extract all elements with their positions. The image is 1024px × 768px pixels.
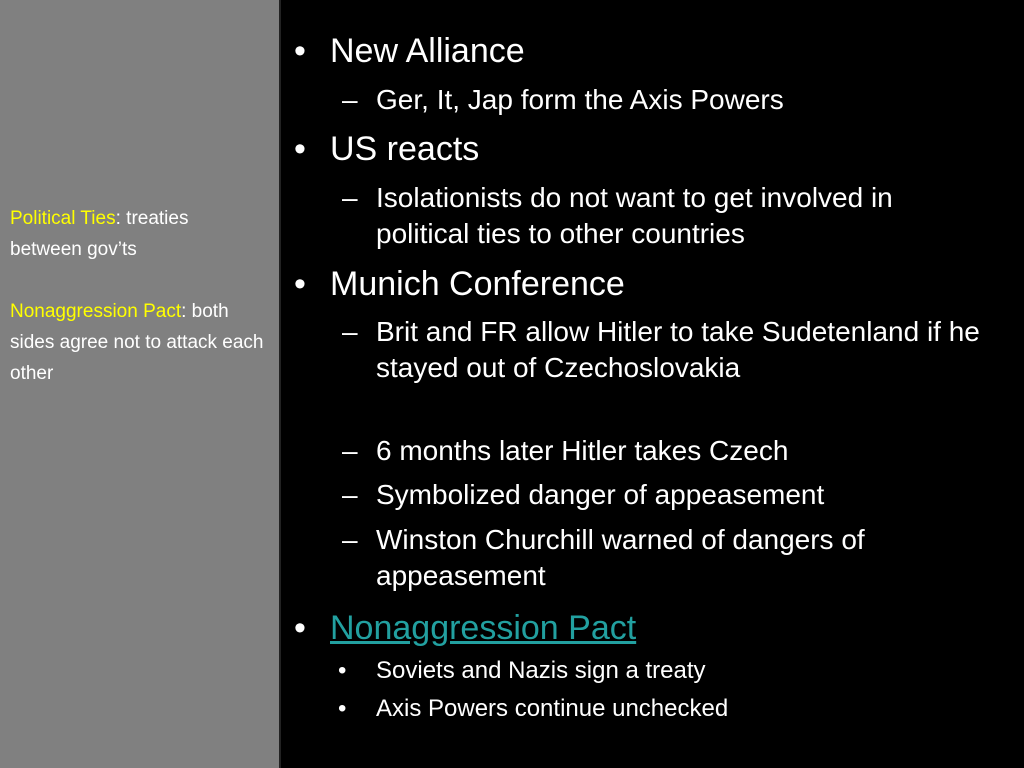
- dash-icon: –: [342, 524, 358, 555]
- definition-political-ties: [10, 203, 265, 265]
- bullet-text: Munich Conference: [330, 265, 625, 303]
- subbullet-appeasement-danger: [342, 477, 981, 513]
- definition-term: Nonaggression Pact: [10, 301, 182, 322]
- subbullet-text: Soviets and Nazis sign a treaty: [376, 657, 706, 684]
- bullet-nonaggression-pact: [294, 609, 637, 647]
- dash-icon: –: [342, 316, 358, 347]
- subbullet-sudetenland: [342, 314, 981, 386]
- subbullet-axis-powers: [342, 82, 981, 118]
- subbullet-text: Ger, It, Jap form the Axis Powers: [376, 84, 784, 115]
- bullet-icon: •: [294, 130, 306, 168]
- definitions-sidebar: [0, 0, 281, 768]
- subbullet-text: Isolationists do not want to get involved in political ties to other countries: [376, 182, 893, 249]
- definition-nonaggression-pact: [10, 296, 265, 389]
- subbullet-text: Brit and FR allow Hitler to take Sudetenland if he stayed out of Czechoslovakia: [376, 316, 980, 383]
- bullet-new-alliance: [294, 32, 525, 70]
- subbullet-text: Symbolized danger of appeasement: [376, 479, 825, 510]
- subbullet-text: Winston Churchill warned of dangers of appeasement: [376, 524, 865, 591]
- bullet-icon: •: [338, 657, 347, 684]
- definition-text: : treaties between gov’ts: [10, 208, 189, 260]
- bullet-icon: •: [338, 695, 347, 722]
- dash-icon: –: [342, 479, 358, 510]
- subbullet-text: Axis Powers continue unchecked: [376, 695, 729, 722]
- subbullet-hitler-takes-czech: [342, 433, 981, 469]
- subbullet-axis-unchecked: [338, 694, 729, 724]
- dash-icon: –: [342, 182, 358, 213]
- bullet-icon: •: [294, 609, 306, 647]
- bullet-icon: •: [294, 32, 306, 70]
- dash-icon: –: [342, 435, 358, 466]
- subbullet-soviets-nazis: [338, 656, 706, 686]
- dash-icon: –: [342, 84, 358, 115]
- definition-text: : both sides agree not to attack each other: [10, 301, 264, 384]
- subbullet-text: 6 months later Hitler takes Czech: [376, 435, 789, 466]
- slide-content: [282, 0, 1024, 768]
- subbullet-isolationists: [342, 180, 981, 252]
- bullet-us-reacts: [294, 130, 480, 168]
- bullet-icon: •: [294, 265, 306, 303]
- bullet-text: New Alliance: [330, 32, 525, 70]
- bullet-text: US reacts: [330, 130, 480, 168]
- nonaggression-pact-link[interactable]: Nonaggression Pact: [330, 609, 637, 647]
- bullet-munich-conference: [294, 265, 625, 303]
- definition-term: Political Ties: [10, 208, 116, 229]
- subbullet-churchill: [342, 522, 981, 594]
